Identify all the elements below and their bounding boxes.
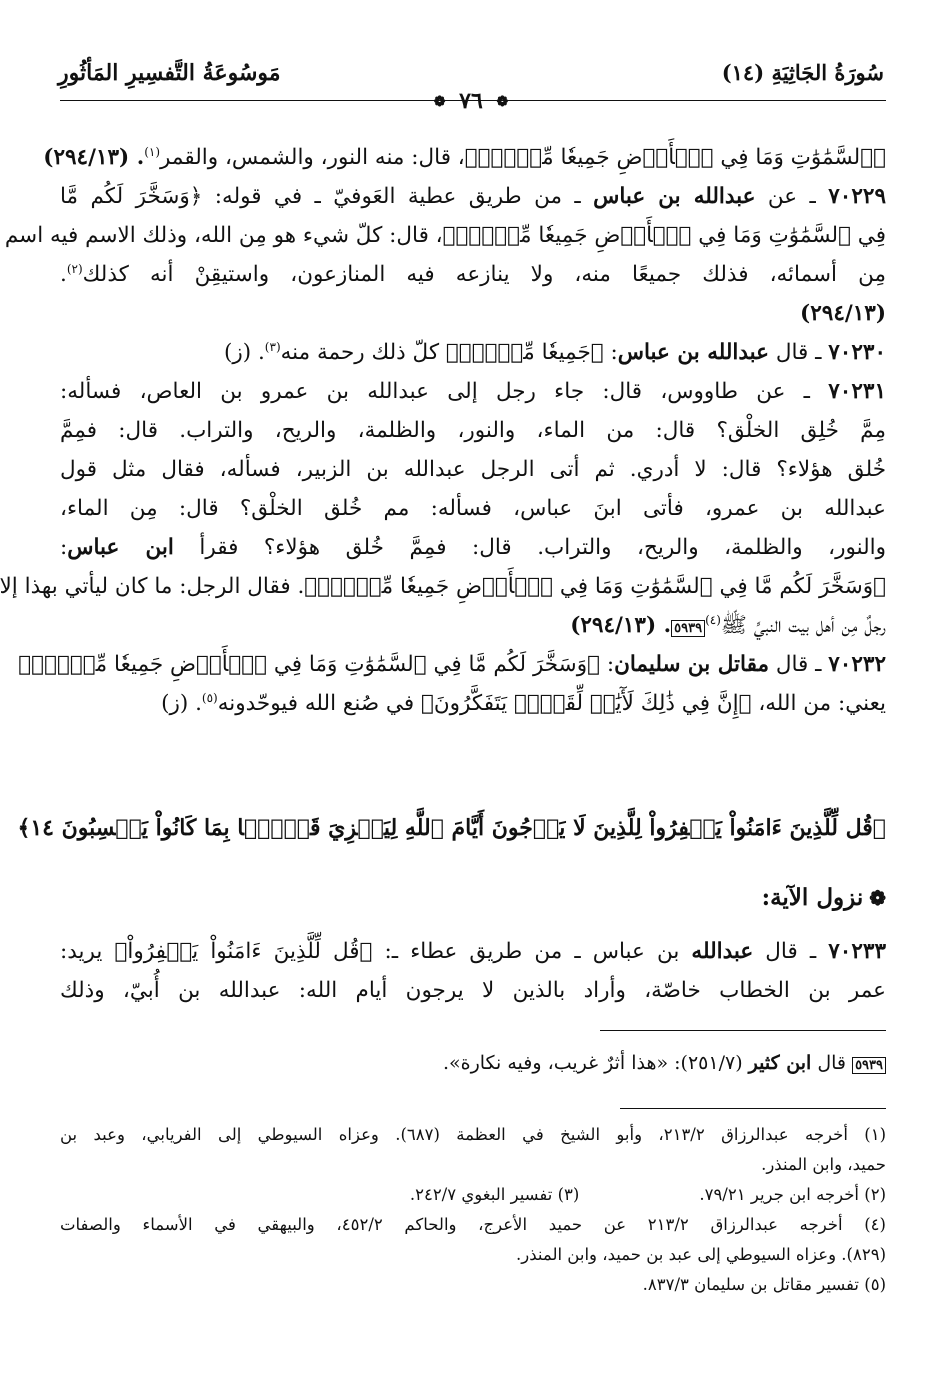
- footnote-ref: (٤): [705, 612, 721, 627]
- footnote-ref: (١): [144, 144, 161, 159]
- note-box-ref: ٥٩٣٩: [852, 1057, 886, 1074]
- footnote: (٢) أخرجه ابن جرير ٧٩/٢١.: [699, 1185, 886, 1204]
- footnote-ref: (٥): [201, 690, 218, 705]
- narrator-name: مقاتل بن سليمان: [614, 652, 769, 677]
- footnote-ref: (٣): [264, 339, 281, 354]
- footnote-pair: [60, 1180, 886, 1210]
- footnote: حميد، وابن المنذر.: [761, 1155, 886, 1174]
- quran-verse: ﴿قُل لِّلَّذِينَ ءَامَنُواْ يَغۡفِرُواْ لِلَّذِينَ لَا يَرۡجُونَ أَيَّامَ ٱللَّهِ لِيَجۡزِيَ قَوۡمَۢا بِمَا كَانُواْ يَكۡسِبُونَ ١٤﴾: [17, 815, 886, 841]
- text-line: خُلق هؤلاء؟ قال: لا أدري. ثم أتى الرجل عبدالله بن الزبير، فسأله، فقال مثل قول: [60, 457, 886, 482]
- text-line: يعني: من الله، ﴿إِنَّ فِي ذَٰلِكَ لَأٓيَٰتٖ لِّقَوۡمٖ يَتَفَكَّرُونَ﴾ في صُنع الله فيوحّدونه$^{(٥)}$. (ز): [161, 690, 886, 716]
- surah-title: سُورَةُ الجَاثِيَةِ (١٤): [721, 60, 884, 85]
- text-line: عمر بن الخطاب خاصّة، وأراد بالذين لا يرجون أيام الله: عبدالله بن أُبيّ، وذلك: [60, 978, 886, 1003]
- note-rule: [600, 1030, 886, 1031]
- main-text-2: [60, 932, 886, 1010]
- footnote: (٣) تفسير البغوي ٢٤٢/٧.: [409, 1185, 580, 1204]
- entry-number: ٧٠٢٣٢: [828, 652, 886, 677]
- section-heading: [762, 884, 886, 911]
- text-line: مِمَّ خُلِق الخلْق؟ قال: من الماء، والنور، والظلمة، والريح، والتراب. قال: فمِمَّ: [60, 418, 886, 443]
- text-line: ﴿ٱلسَّمَٰوَٰتِ وَمَا فِي ٱلۡأَرۡضِ جَمِيعٗا مِّنۡهُۚ﴾، قال: منه النور، والشمس، والقمر$^{(١)}$. (٢٩٤/١٣): [43, 144, 886, 170]
- footnote: (٨٢٩). وعزاه السيوطي إلى عبد بن حميد، وابن المنذر.: [516, 1245, 886, 1264]
- entry-70232: ٧٠٢٣٢ ـ قال مقاتل بن سليمان: ﴿وَسَخَّرَ لَكُم مَّا فِي ٱلسَّمَٰوَٰتِ وَمَا فِي ٱلۡأَرۡضِ جَمِيعٗا مِّنۡهُۚ﴾: [18, 652, 886, 677]
- page-number: ٧٦: [459, 88, 483, 114]
- entry-70230: ٧٠٢٣٠ ـ قال عبدالله بن عباس: ﴿جَمِيعٗا مِّنۡهُۚ﴾ كلّ ذلك رحمة منه$^{(٣)}$. (ز): [223, 339, 886, 365]
- entry-70229: ٧٠٢٢٩ ـ عن عبدالله بن عباس ـ من طريق عطية العَوفيّ ـ في قوله: ﴿وَسَخَّرَ لَكُم مَّا: [60, 184, 886, 209]
- text-line: عبدالله بن عمرو، فأتى ابنَ عباس، فسأله: مم خُلق الخلْق؟ قال: مِن الماء،: [60, 496, 886, 521]
- narrator-name: عبدالله بن عباس: [617, 340, 769, 365]
- footnote-rule: [620, 1108, 886, 1109]
- entry-number: ٧٠٢٣٣: [828, 939, 886, 964]
- volume-ref: (٢٩٤/١٣): [800, 301, 886, 326]
- section-title: نزول الآية:: [761, 884, 864, 911]
- text-line: رجلٌ مِن أهل بيت النبيِّ ﷺ$^{(٤)}$٥٩٣٩. (٢٩٤/١٣): [570, 612, 886, 638]
- page-number-row: [0, 88, 942, 114]
- ornament-icon: ❁: [433, 94, 446, 110]
- flower-icon: ❁: [869, 886, 886, 910]
- ornament-icon: ❁: [496, 94, 509, 110]
- text-line: مِن أسمائه، فذلك جميعًا منه، ولا ينازعه فيه المنازعون، واستيقِنْ أنه كذلك$^{(٢)}$.: [60, 261, 886, 287]
- note-box-ref: ٥٩٣٩: [671, 620, 705, 637]
- commentary-note: ٥٩٣٩ قال ابن كثير (٢٥١/٧): «هذا أثرٌ غريب، وفيه نكارة».: [443, 1052, 886, 1074]
- text-line: والنور، والظلمة، والريح، والتراب. قال: فمِمَّ خُلق هؤلاء؟ فقرأ ابن عباس:: [60, 535, 887, 560]
- text-line: ﴿وَسَخَّرَ لَكُم مَّا فِي ٱلسَّمَٰوَٰتِ وَمَا فِي ٱلۡأَرۡضِ جَمِيعٗا مِّنۡهُۚ﴾. فقال الرجل: ما كان ليأتي بهذا إلا: [0, 574, 886, 599]
- text-line: [60, 294, 886, 333]
- scholar-name: ابن كثير: [748, 1052, 812, 1074]
- footnote: (١) أخرجه عبدالرزاق ٢١٣/٢، وأبو الشيخ في العظمة (٦٨٧). وعزاه السيوطي إلى الفريابي، وعبد بن: [60, 1125, 886, 1144]
- entry-70233: ٧٠٢٣٣ ـ قال عبدالله بن عباس ـ من طريق عطاء ـ: ﴿قُل لِّلَّذِينَ ءَامَنُواْ يَغۡفِرُواْ﴾ يريد:: [60, 939, 886, 964]
- book-title: مَوسُوعَةُ التَّفسِيرِ المَأثُورِ: [58, 60, 281, 86]
- entry-70231: ٧٠٢٣١ ـ عن طاووس، قال: جاء رجل إلى عبدالله بن عمرو بن العاص، فسأله:: [60, 379, 886, 404]
- footnote: (٤) أخرجه عبدالرزاق ٢١٣/٢ عن حميد الأعرج، والحاكم ٤٥٢/٢، والبيهقي في الأسماء والصفات: [60, 1215, 886, 1234]
- entry-number: ٧٠٢٢٩: [828, 184, 886, 209]
- footnotes: [60, 1120, 886, 1300]
- narrator-name: ابن عباس: [67, 535, 174, 560]
- footnote: (٥) تفسير مقاتل بن سليمان ٨٣٧/٣.: [642, 1275, 886, 1294]
- entry-number: ٧٠٢٣١: [828, 379, 886, 404]
- main-text: [0, 138, 887, 723]
- narrator-name: عبدالله بن عباس: [593, 184, 756, 209]
- text-line: فِي ٱلسَّمَٰوَٰتِ وَمَا فِي ٱلۡأَرۡضِ جَمِيعٗا مِّنۡهُۚ﴾، قال: كلّ شيء هو مِن الله، وذلك الاسم فيه اسم: [4, 223, 886, 248]
- entry-number: ٧٠٢٣٠: [828, 340, 886, 365]
- narrator-name: عبدالله: [691, 939, 754, 964]
- footnote-ref: (٢): [66, 261, 83, 276]
